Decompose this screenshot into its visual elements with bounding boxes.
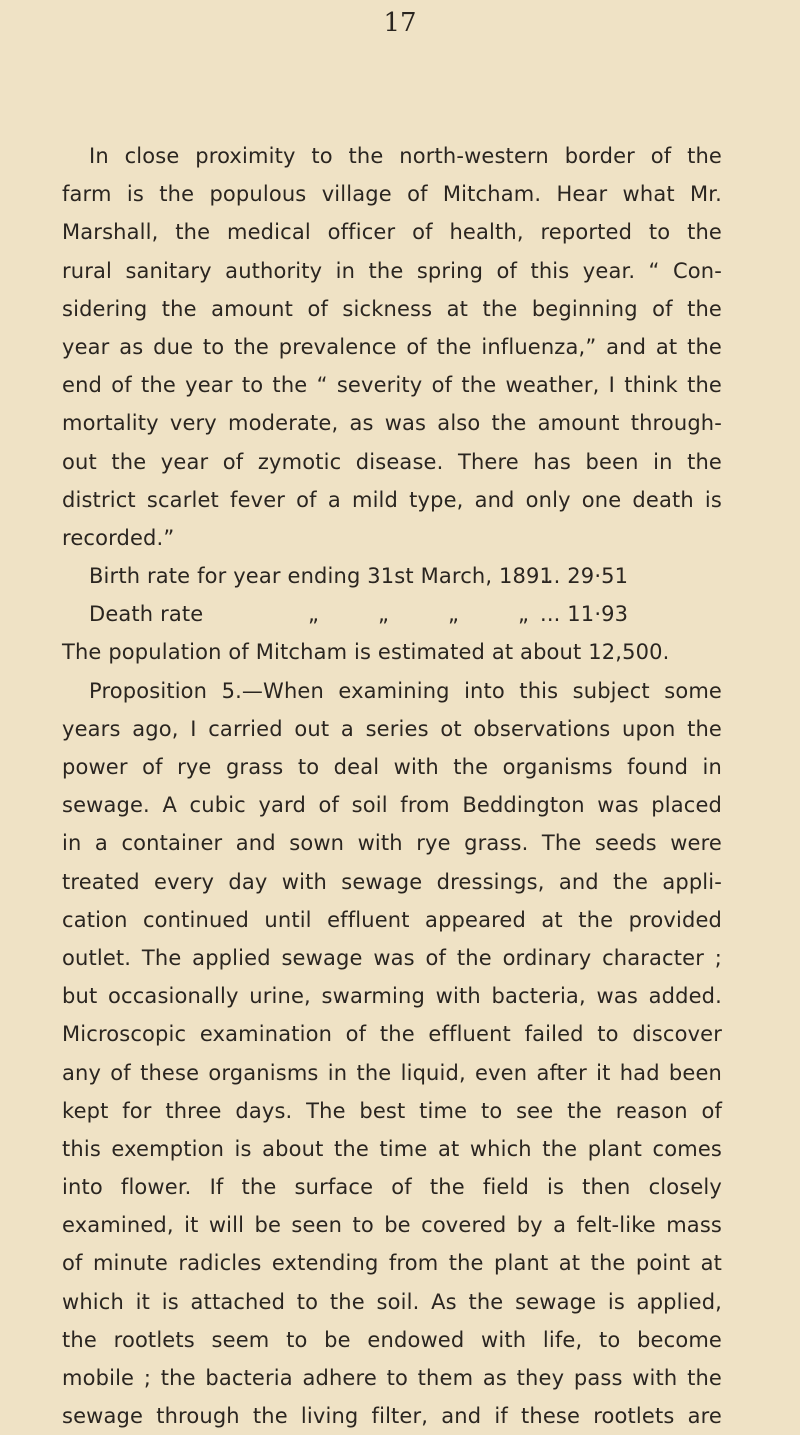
text-line: into flower. If the surface of the field is then closely [62,1175,722,1200]
text-line: sewage through the living filter, and if these rootlets are [62,1404,722,1429]
text-line: any of these organisms in the liquid, even after it had been [62,1060,722,1085]
text-line: outlet. The applied sewage was of the ordinary character ; [62,945,722,970]
text-line: Microscopic examination of the effluent failed to discover [62,1022,722,1047]
text-line: but occasionally urine, swarming with bacteria, was added. [62,984,722,1009]
death-rate-value: ... 11·93 [540,602,629,627]
text-line: farm is the populous village of Mitcham. Hear what Mr. [62,182,722,207]
body-text [62,137,722,1435]
text-line: mobile ; the bacteria adhere to them as they pass with the [62,1366,722,1390]
text-line: Marshall, the medical officer of health, reported to the [62,220,722,245]
text-line: treated every day with sewage dressings, and the appli- [62,869,722,894]
text-line: in a container and sown with rye grass. The seeds were [62,831,722,856]
text-line: the rootlets seem to be endowed with life, to become [62,1327,722,1352]
text-line: mortality very moderate, as was also the amount through- [62,411,722,436]
text-line: kept for three days. The best time to see the reason of [62,1098,722,1123]
text-line: power of rye grass to deal with the organisms found in [62,755,722,779]
death-rate-row [62,595,722,633]
text-line: examined, it will be seen to be covered by a felt-like mass [62,1213,722,1238]
death-rate-label: Death rate [89,602,204,627]
text-line: out the year of zymotic disease. There has been in the [62,449,722,474]
text-line: sidering the amount of sickness at the beginning of the [62,296,722,321]
text-line: recorded.” [62,525,175,550]
population-line: The population of Mitcham is estimated at about 12,500. [62,640,670,665]
text-line: of minute radicles extending from the plant at the point at [62,1251,722,1276]
text-line: years ago, I carried out a series ot observations upon the [62,716,722,741]
page-number: 17 [383,8,417,38]
text-line: which it is attached to the soil. As the sewage is applied, [62,1289,722,1314]
birth-rate-value: ... 29·51 [540,564,629,589]
text-line: cation continued until effluent appeared at the provided [62,907,722,932]
text-line: this exemption is about the time at which the plant comes [62,1136,722,1161]
text-line: end of the year to the “ severity of the weather, I think the [62,373,722,398]
text-line: district scarlet fever of a mild type, and only one death is [62,487,722,512]
text-line: In close proximity to the north-western border of the [89,144,722,168]
text-line: Proposition 5.—When examining into this subject some [89,678,722,703]
ditto-mark: „ [448,602,460,627]
ditto-mark: „ [518,602,530,627]
text-line: year as due to the prevalence of the influenza,” and at the [62,334,722,359]
birth-rate-label: Birth rate for year ending 31st March, 1891 [89,564,554,589]
birth-rate-row [62,557,722,595]
text-line: rural sanitary authority in the spring of this year. “ Con- [62,258,722,283]
text-line: sewage. A cubic yard of soil from Beddington was placed [62,793,722,818]
ditto-mark: „ [308,602,320,627]
ditto-mark: „ [378,602,390,627]
